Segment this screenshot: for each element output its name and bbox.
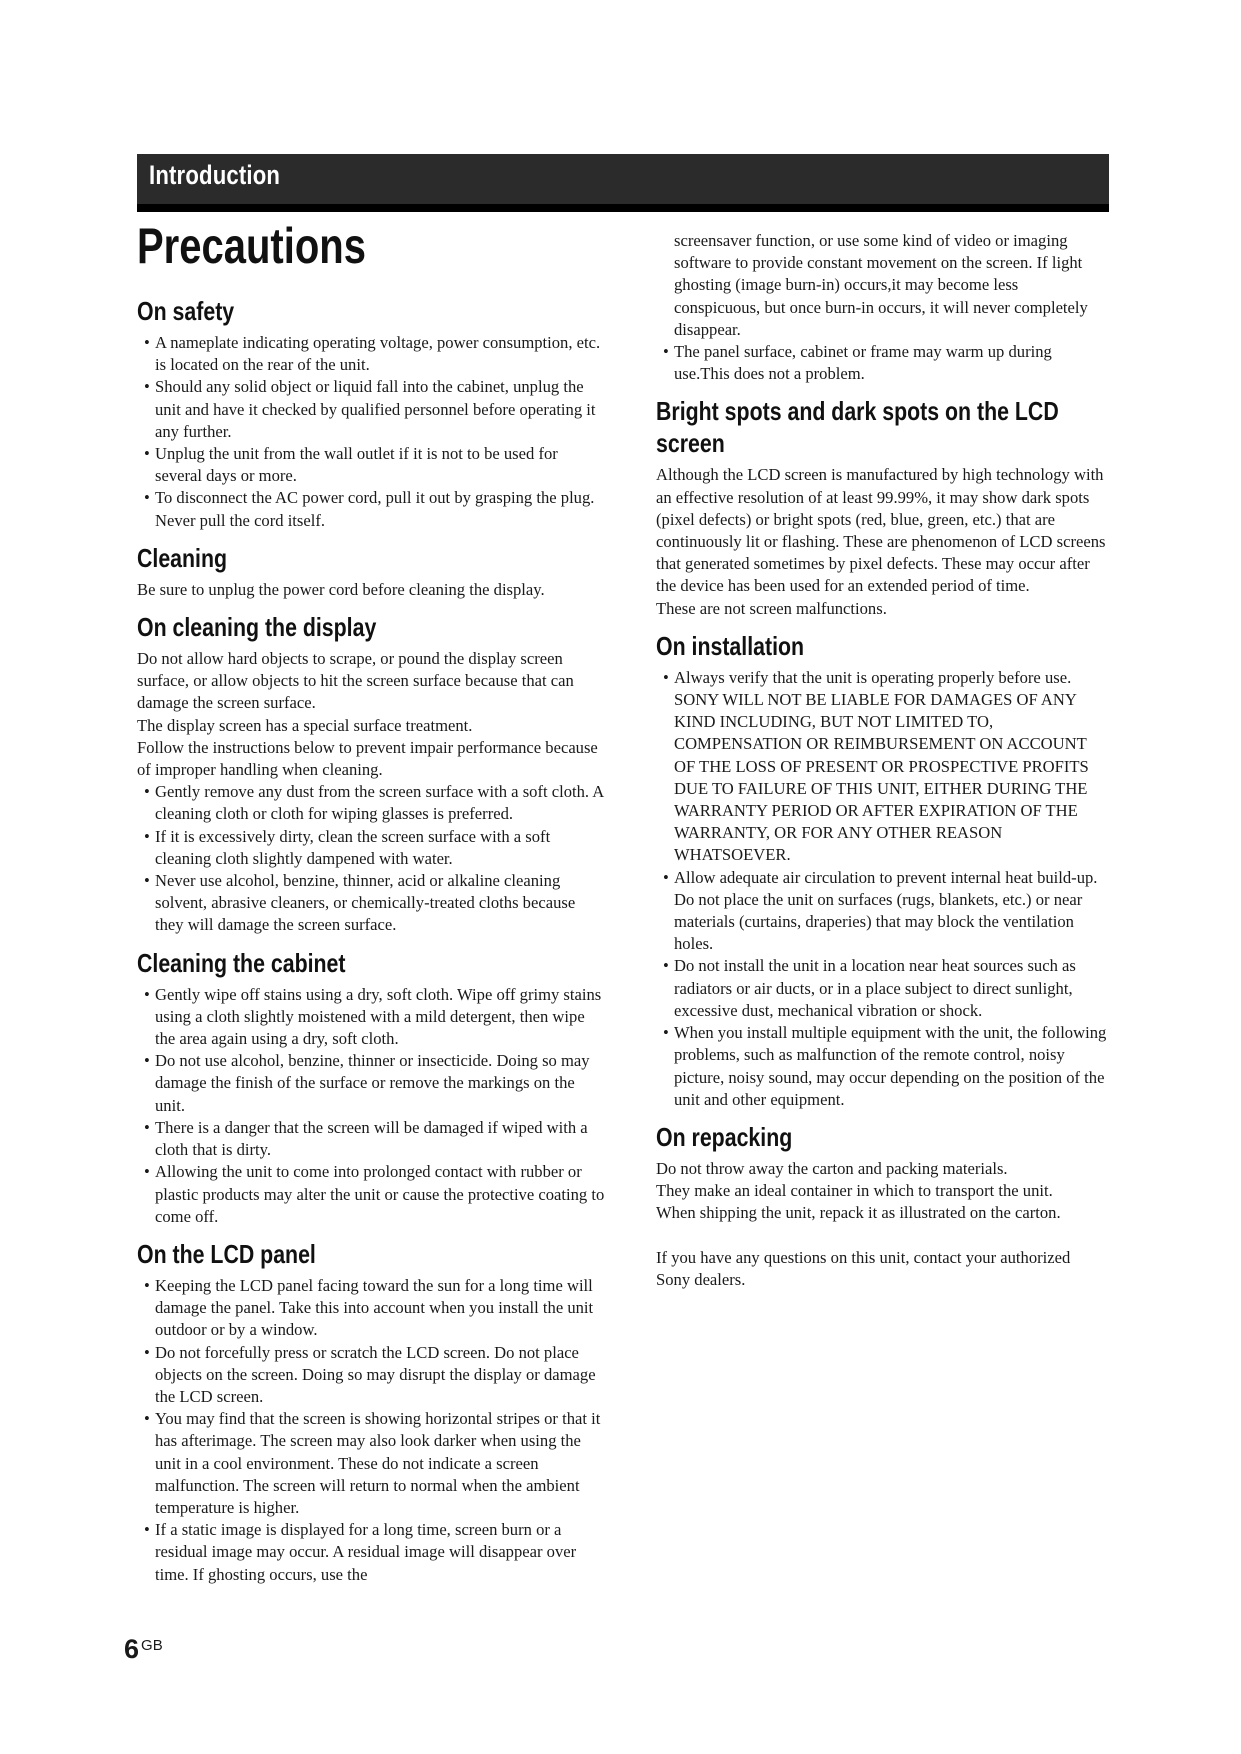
repacking-para: They make an ideal container in which to transport the unit. [656, 1181, 1053, 1201]
list-item: • To disconnect the AC power cord, pull it out by grasping the plug. Never pull the cord itself. [137, 487, 607, 531]
heading-repacking: On repacking [656, 1121, 793, 1152]
cleaning-display-para: The display screen has a special surface treatment. [137, 715, 473, 735]
list-item: • Do not install the unit in a location near heat sources such as radiators or air ducts, or in a place subject to direct sunlight, excessive dust, mechanical vibration or shock. [656, 955, 1108, 1022]
installation-list [656, 667, 1108, 1111]
cleaning-display-list [137, 781, 607, 936]
list-item: • Should any solid object or liquid fall into the cabinet, unplug the unit and have it checked by qualified personnel before operating it any further. [137, 376, 607, 443]
page-number [124, 1634, 163, 1665]
page-number-suffix: GB [141, 1637, 163, 1654]
list-item: • A nameplate indicating operating voltage, power consumption, etc. is located on the rear of the unit. [137, 332, 607, 376]
lcd-list [137, 1275, 607, 1586]
heading-cleaning-cabinet: Cleaning the cabinet [137, 947, 346, 978]
page-title: Precautions [137, 218, 366, 274]
list-item: • If a static image is displayed for a long time, screen burn or a residual image may occur. A residual image will disappear over time. If ghosting occurs, use the [137, 1519, 607, 1586]
safety-list [137, 332, 607, 532]
right-column [656, 230, 1108, 1291]
list-item: • When you install multiple equipment with the unit, the following problems, such as malfunction of the remote control, noisy picture, noisy sound, may occur depending on the position of the unit and other equipment. [656, 1022, 1108, 1111]
list-item: • Do not forcefully press or scratch the LCD screen. Do not place objects on the screen. Doing so may disrupt the display or damage the LCD screen. [137, 1342, 607, 1409]
heading-cleaning-display: On cleaning the display [137, 612, 377, 643]
list-item: • Never use alcohol, benzine, thinner, acid or alkaline cleaning solvent, abrasive cleaners, or chemically-treated cloths because they will damage the screen surface. [137, 870, 607, 937]
heading-installation: On installation [656, 630, 805, 661]
list-item: • The panel surface, cabinet or frame may warm up during use.This does not a problem. [656, 341, 1108, 385]
cleaning-text: Be sure to unplug the power cord before cleaning the display. [137, 579, 545, 599]
list-item: • If it is excessively dirty, clean the screen surface with a soft cleaning cloth slightly dampened with water. [137, 826, 607, 870]
cleaning-display-para: Do not allow hard objects to scrape, or pound the display screen surface, or allow objects to hit the screen surface because that can damage the screen surface. [137, 649, 574, 713]
heading-bright-dark-spots: Bright spots and dark spots on the LCD screen [656, 396, 1059, 459]
lcd-continued-text: screensaver function, or use some kind of video or imaging software to provide constant movement on the screen. If light ghosting (image burn-in) occurs,it may become less conspicuous, but once burn-in occurs, it will never completely disappear. [674, 231, 1088, 339]
list-item: • Keeping the LCD panel facing toward the sun for a long time will damage the panel. Take this into account when you install the unit outdoor or by a window. [137, 1275, 607, 1342]
list-item: • Allow adequate air circulation to prevent internal heat build-up. Do not place the unit on surfaces (rugs, blankets, etc.) or near materials (curtains, draperies) that may block the ventilation holes. [656, 867, 1108, 956]
cleaning-display-para: Follow the instructions below to prevent impair performance because of improper handling when cleaning. [137, 737, 598, 780]
repacking-para: When shipping the unit, repack it as illustrated on the carton. [656, 1203, 1061, 1223]
cabinet-list [137, 984, 607, 1228]
list-item: • Unplug the unit from the wall outlet if it is not to be used for several days or more. [137, 443, 607, 487]
contact-para: If you have any questions on this unit, contact your authorized Sony dealers. [656, 1247, 1071, 1289]
list-item: • Gently wipe off stains using a dry, soft cloth. Wipe off grimy stains using a cloth slightly moistened with a mild detergent, then wipe the area again using a dry, soft cloth. [137, 984, 607, 1051]
list-item: • Do not use alcohol, benzine, thinner or insecticide. Doing so may damage the finish of the surface or remove the markings on the unit. [137, 1050, 607, 1117]
repacking-para: Do not throw away the carton and packing materials. [656, 1158, 1008, 1178]
lcd-list-continued [656, 341, 1108, 385]
spacer [656, 1225, 1108, 1247]
page-number-value: 6 [124, 1634, 140, 1664]
left-column [137, 295, 607, 1586]
list-item: • There is a danger that the screen will be damaged if wiped with a cloth that is dirty. [137, 1117, 607, 1161]
list-item: • Always verify that the unit is operating properly before use. SONY WILL NOT BE LIABLE FOR DAMAGES OF ANY KIND INCLUDING, BUT NOT LIMITED TO, COMPENSATION OR REIMBURSEMENT ON ACCOUNT OF THE LOSS OF PRESENT OR PROSPECTIVE PROFITS DUE TO FAILURE OF THIS UNIT, EITHER DURING THE WARRANTY PERIOD OR AFTER EXPIRATION OF THE WARRANTY, OR FOR ANY OTHER REASON WHATSOEVER. [656, 667, 1108, 867]
spots-para: These are not screen malfunctions. [656, 598, 887, 618]
heading-on-safety: On safety [137, 296, 235, 326]
list-item: • Allowing the unit to come into prolonged contact with rubber or plastic products may alter the unit or cause the protective coating to come off. [137, 1161, 607, 1228]
spots-para: Although the LCD screen is manufactured by high technology with an effective resolution of at least 99.99%, it may show dark spots (pixel defects) or bright spots (red, blue, green, etc.) that are continuously lit or flashing. These are phenomenon of LCD screens that generated sometimes by pixel defects. These may occur after the device has been used for an extended period of time. [656, 465, 1106, 596]
list-item: • Gently remove any dust from the screen surface with a soft cloth. A cleaning cloth or cloth for wiping glasses is preferred. [137, 781, 607, 825]
section-header-label: Introduction [149, 160, 281, 190]
list-item: • You may find that the screen is showing horizontal stripes or that it has afterimage. The screen may also look darker when using the unit in a cool environment. These do not indicate a screen malfunction. The screen will return to normal when the ambient temperature is higher. [137, 1408, 607, 1519]
section-header-band [137, 154, 1109, 212]
heading-cleaning: Cleaning [137, 542, 228, 573]
heading-lcd-panel: On the LCD panel [137, 1238, 316, 1269]
